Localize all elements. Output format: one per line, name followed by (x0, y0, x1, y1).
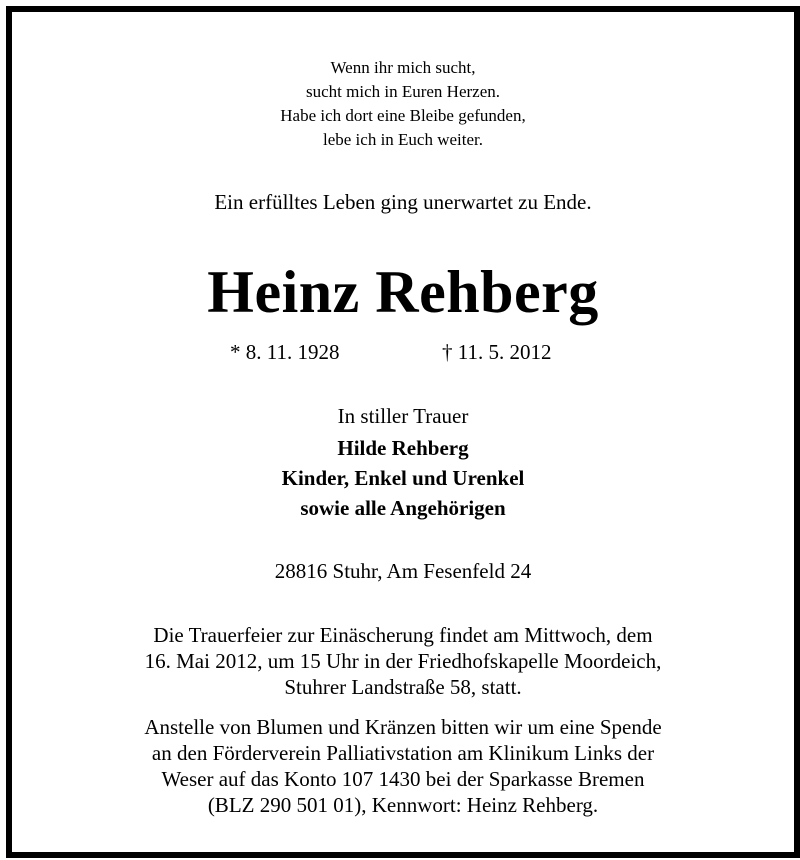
motto-line: Habe ich dort eine Bleibe gefunden, (280, 106, 526, 125)
donation-line: (BLZ 290 501 01), Kennwort: Heinz Rehberg. (207, 793, 599, 817)
obituary-notice (6, 6, 800, 858)
motto-line: sucht mich in Euren Herzen. (305, 82, 500, 101)
donation-line: Anstelle von Blumen und Kränzen bitten wir um eine Spende (144, 715, 662, 739)
motto-line: lebe ich in Euch weiter. (322, 130, 484, 149)
donation-line: an den Förderverein Palliativstation am Klinikum Links der (151, 741, 655, 765)
mourner-line: Hilde Rehberg (337, 436, 469, 460)
deceased-name: Heinz Rehberg (207, 259, 599, 325)
mourner-line: Kinder, Enkel und Urenkel (281, 466, 525, 490)
ceremony-line: Stuhrer Landstraße 58, statt. (284, 675, 522, 699)
death-date: † 11. 5. 2012 (442, 340, 552, 364)
motto-line: Wenn ihr mich sucht, (330, 58, 476, 77)
life-dates (12, 340, 794, 366)
donation-line: Weser auf das Konto 107 1430 bei der Sparkasse Bremen (161, 767, 645, 791)
address: 28816 Stuhr, Am Fesenfeld 24 (274, 559, 532, 583)
intro-text: Ein erfülltes Leben ging unerwartet zu Ende. (214, 190, 592, 214)
mourning-phrase: In stiller Trauer (337, 404, 469, 428)
ceremony-line: Die Trauerfeier zur Einäscherung findet am Mittwoch, dem (153, 623, 653, 647)
mourner-line: sowie alle Angehörigen (300, 496, 506, 520)
ceremony-line: 16. Mai 2012, um 15 Uhr in der Friedhofskapelle Moordeich, (144, 649, 662, 673)
birth-date: * 8. 11. 1928 (230, 340, 340, 364)
